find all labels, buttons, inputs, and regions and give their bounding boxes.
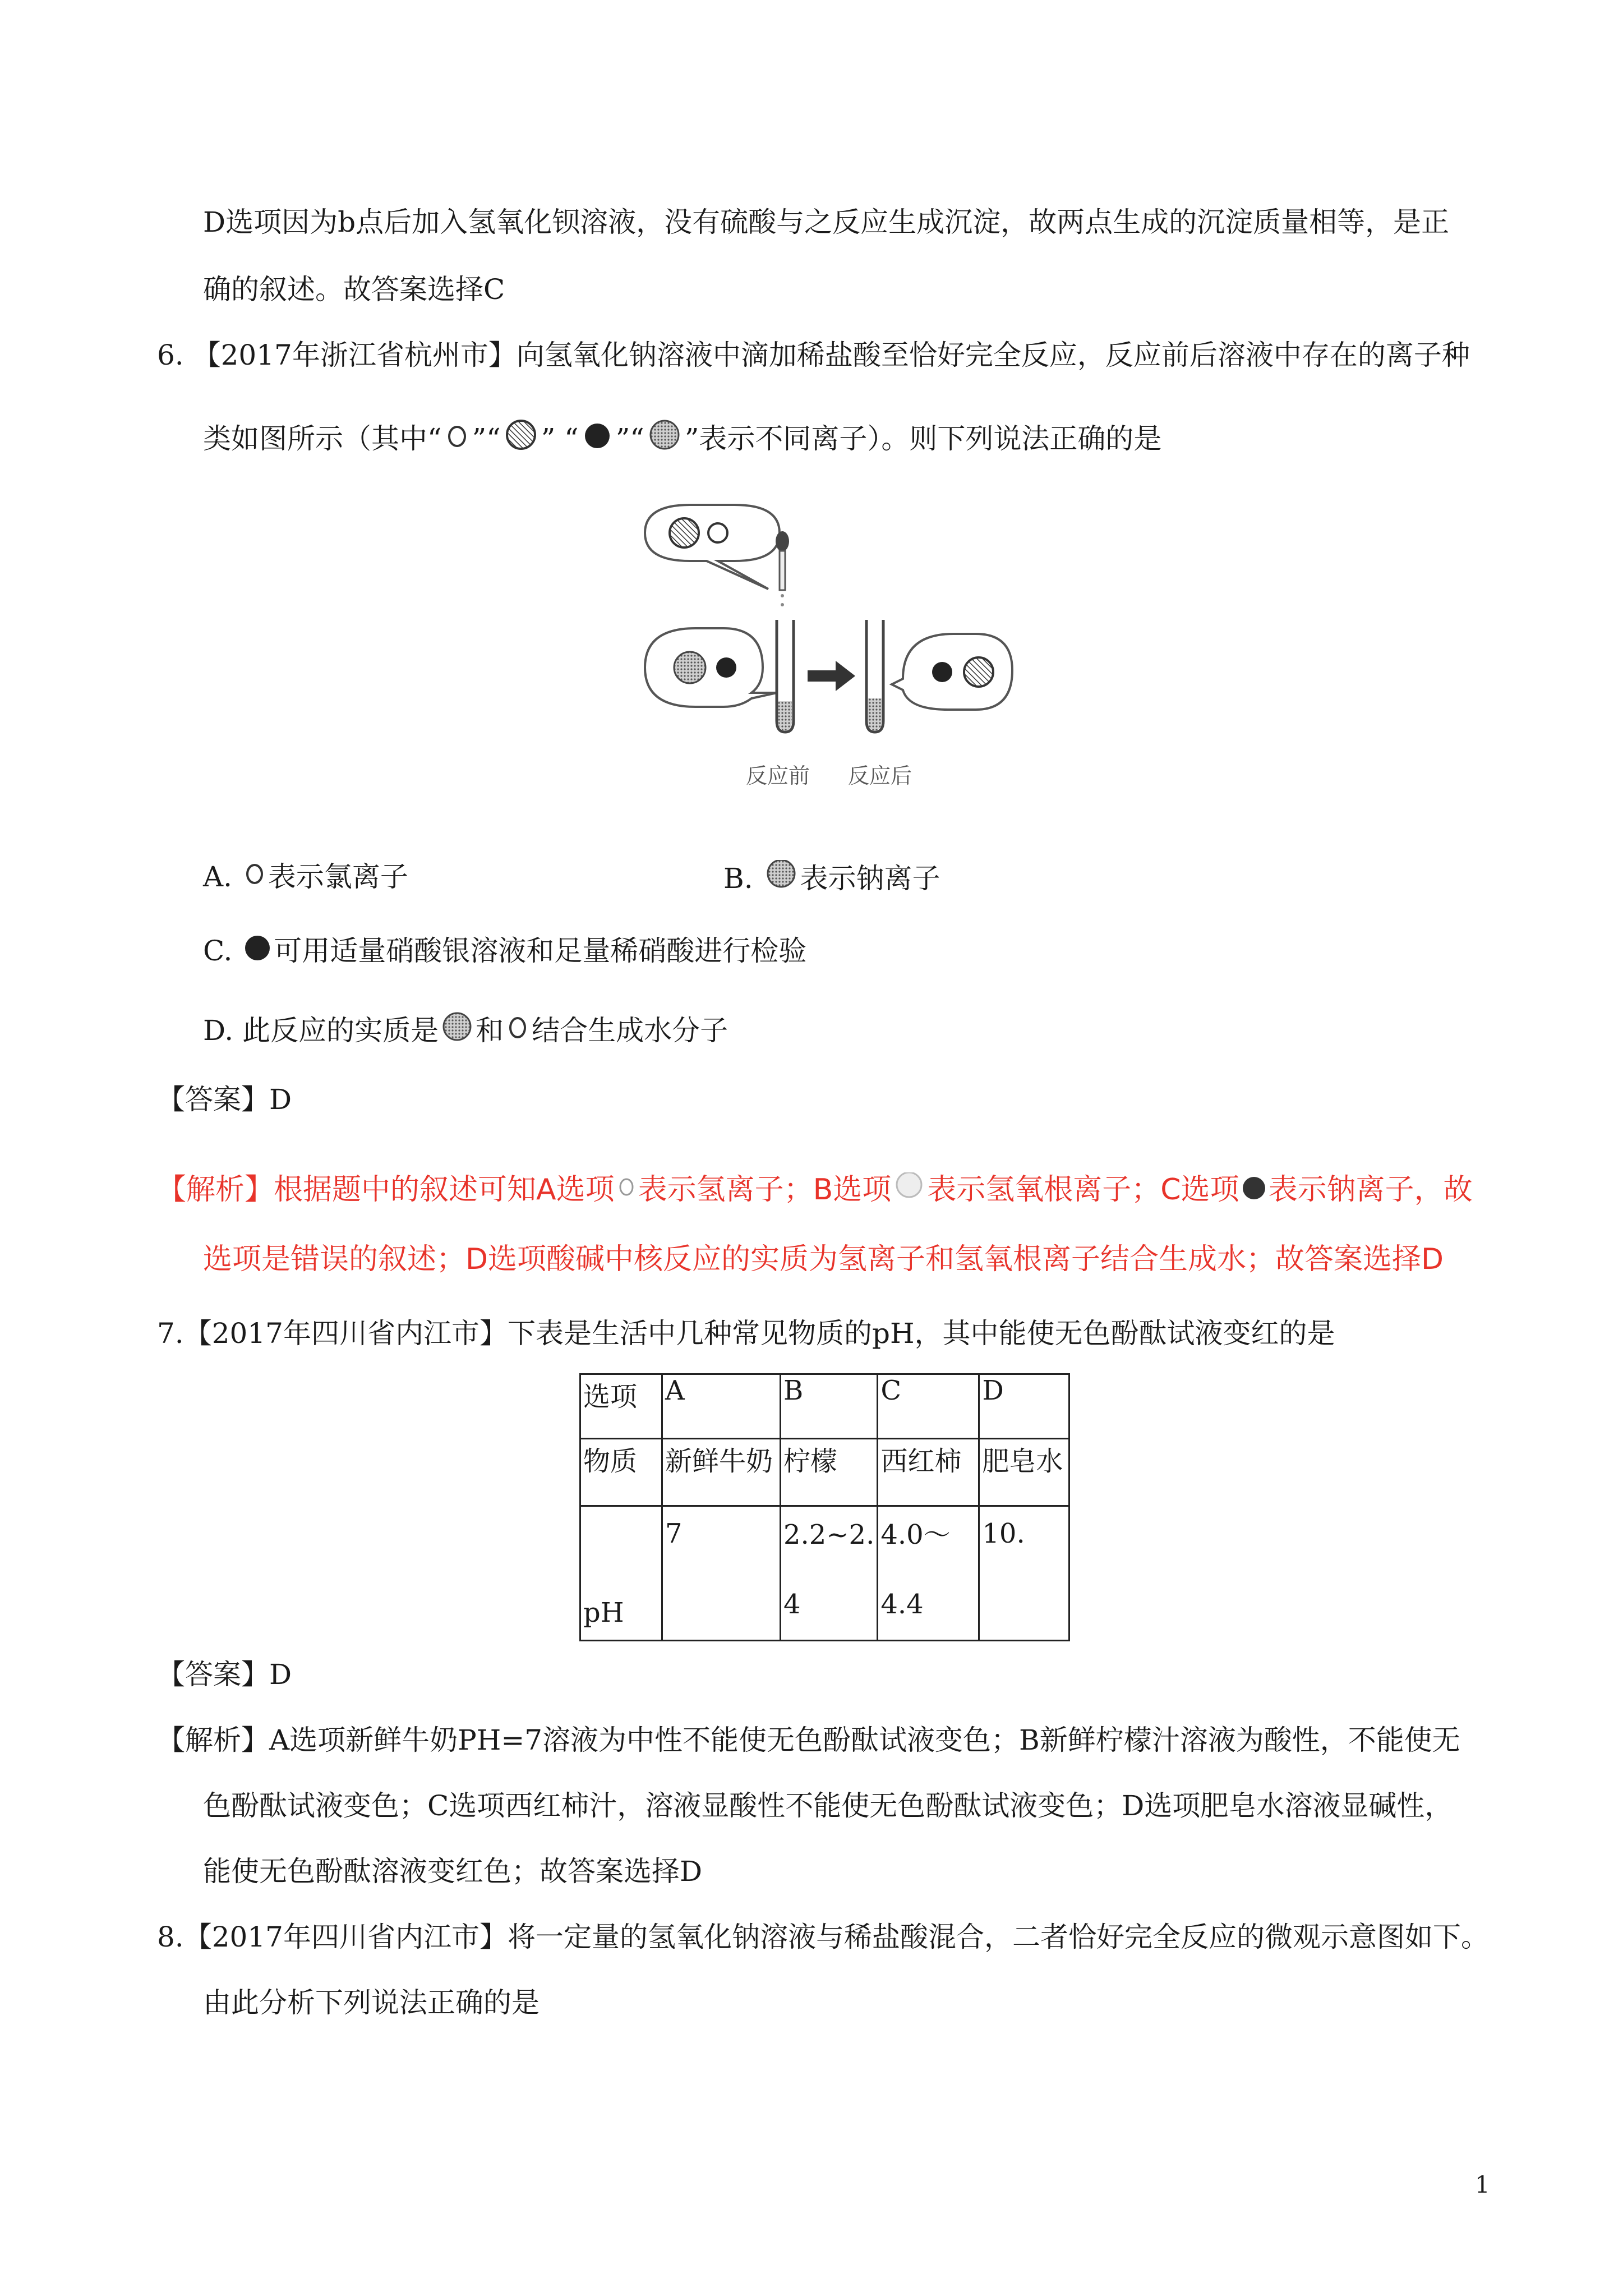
before-dotted-ion: [674, 652, 706, 683]
after-black-ion: [932, 662, 952, 682]
dropper-bulb: [776, 531, 789, 551]
table-row: [580, 1374, 1069, 1439]
q6-analysis-line-1: 【解析】根据题中的叙述可知A选项 表示氢离子；B选项 表示氢氧根离子；C选项 表示钠离子，故: [157, 1173, 1473, 1207]
table-cell: 西红柿: [878, 1439, 979, 1506]
ph-table: [579, 1373, 1070, 1641]
q6-analysis-line-2: 选项是错误的叙述；D选项酸碱中核反应的实质为氢离子和氢氧根离子结合生成水；故答案选择D: [203, 1243, 1444, 1276]
table-cell: 4.0～ 4.4: [878, 1506, 979, 1641]
table-cell: 新鲜牛奶: [662, 1439, 781, 1506]
table-cell: 选项: [580, 1374, 662, 1439]
black-circle-ion-icon: [243, 935, 271, 964]
dotted-circle-ion-icon: [764, 860, 798, 891]
bubble-hatched-ion: [670, 518, 699, 547]
q7-answer: 【答案】D: [157, 1658, 292, 1691]
reaction-arrow: [808, 661, 855, 691]
open-circle-ion-icon: [617, 1177, 636, 1203]
table-cell: pH: [580, 1506, 662, 1641]
before-bubble: [645, 628, 777, 707]
q6-stem-line-2: 类如图所示（其中“ ”“ ” “ ”“ ”表示不同离子）。则下列说法正确的是: [203, 418, 1161, 455]
q7-analysis-line-1: 【解析】A选项新鲜牛奶PH=7溶液为中性不能使无色酚酞试液变色；B新鲜柠檬汁溶液为酸性，不能使无: [157, 1724, 1460, 1756]
table-cell: 肥皂水: [979, 1439, 1069, 1506]
dotted-circle-ion-icon: [647, 418, 683, 452]
black-circle-ion-icon: [581, 420, 614, 452]
prev-analysis-line-1: D选项因为b点后加入氢氧化钡溶液，没有硫酸与之反应生成沉淀，故两点生成的沉淀质量相等，是正: [203, 206, 1450, 238]
q8-stem-line-1: 8.【2017年四川省内江市】将一定量的氢氧化钠溶液与稀盐酸混合，二者恰好完全反应的微观示意图如下。: [157, 1921, 1489, 1953]
label-before: 反应前: [746, 763, 810, 788]
label-after: 反应后: [848, 763, 912, 788]
table-cell: A: [662, 1374, 781, 1439]
table-cell: D: [979, 1374, 1069, 1439]
q6-answer: 【答案】D: [157, 1083, 292, 1116]
q8-stem-line-2: 由此分析下列说法正确的是: [203, 1986, 540, 2019]
dotted-circle-ion-icon: [893, 1172, 925, 1203]
before-black-ion: [716, 657, 736, 678]
q6-option-a: A. 表示氯离子: [203, 861, 408, 893]
reaction-diagram-svg: [639, 499, 1021, 769]
q7-stem: 7.【2017年四川省内江市】下表是生活中几种常见物质的pH，其中能使无色酚酞试液变红的是: [157, 1317, 1335, 1350]
q6-option-c: C. 可用适量硝酸银溶液和足量稀硝酸进行检验: [203, 935, 807, 967]
table-cell: B: [781, 1374, 878, 1439]
q6-option-b: B. 表示钠离子: [723, 860, 940, 895]
black-circle-ion-icon: [1242, 1176, 1266, 1203]
bubble-open-ion: [708, 523, 727, 542]
page-number: 1: [1475, 2171, 1490, 2198]
q7-analysis-line-3: 能使无色酚酞溶液变红色；故答案选择D: [203, 1855, 703, 1888]
dropper-tube: [780, 551, 785, 590]
dotted-circle-ion-icon: [441, 1012, 473, 1043]
table-cell: 2.2~2. 4: [781, 1506, 878, 1641]
table-cell: 柠檬: [781, 1439, 878, 1506]
q7-analysis-line-2: 色酚酞试液变色；C选项西红柿汁，溶液显酸性不能使无色酚酞试液变色；D选项肥皂水溶液显碱性，: [203, 1789, 1453, 1822]
table-cell: 7: [662, 1506, 781, 1641]
open-circle-ion-icon: [444, 421, 470, 452]
table-cell: 10.: [979, 1506, 1069, 1641]
table-row: [580, 1439, 1069, 1506]
table-row: [580, 1506, 1069, 1641]
open-circle-ion-icon: [243, 862, 266, 890]
dropper-bubble: [645, 505, 780, 589]
prev-analysis-line-2: 确的叙述。故答案选择C: [203, 273, 505, 306]
table-cell: C: [878, 1374, 979, 1439]
q6-stem-line-1: 6. 【2017年浙江省杭州市】向氢氧化钠溶液中滴加稀盐酸至恰好完全反应，反应前后溶液中存在的离子种: [157, 339, 1470, 371]
open-circle-ion-icon: [506, 1014, 529, 1043]
reaction-diagram: [639, 499, 1021, 797]
hatched-circle-ion-icon: [503, 418, 539, 452]
after-hatched-ion: [964, 657, 993, 687]
table-cell: 物质: [580, 1439, 662, 1506]
q6-option-d: D. 此反应的实质是 和 结合生成水分子: [203, 1012, 728, 1047]
